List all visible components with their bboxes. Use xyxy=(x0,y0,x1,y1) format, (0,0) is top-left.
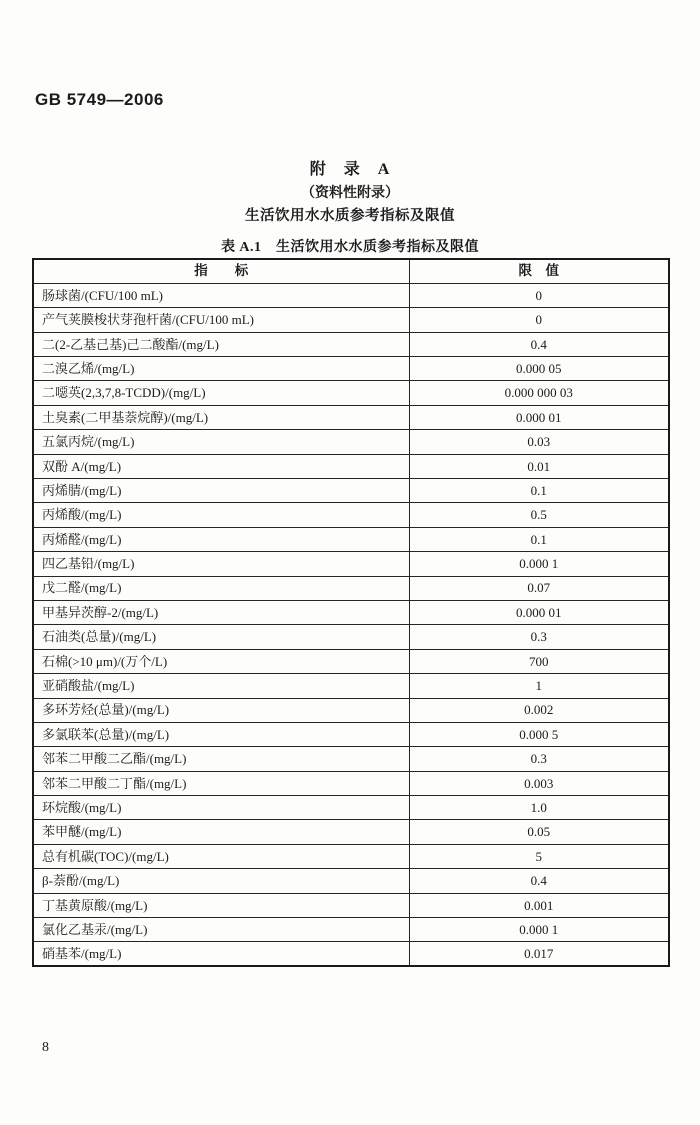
limit-cell: 0.017 xyxy=(409,942,669,966)
table-row xyxy=(33,430,669,454)
limit-cell: 1 xyxy=(409,674,669,698)
limit-cell: 0.000 000 03 xyxy=(409,381,669,405)
indicator-cell: 丙烯腈/(mg/L) xyxy=(33,479,409,503)
limit-cell: 0.000 01 xyxy=(409,600,669,624)
limit-cell: 0.3 xyxy=(409,625,669,649)
table-caption: 表 A.1 生活饮用水水质参考指标及限值 xyxy=(220,240,480,255)
column-header-indicator: 指 标 xyxy=(33,259,409,283)
indicator-cell: 丙烯醛/(mg/L) xyxy=(33,527,409,551)
table-row xyxy=(33,405,669,429)
limit-cell: 700 xyxy=(409,649,669,673)
standard-number: GB 5749—2006 xyxy=(35,90,164,109)
limit-cell: 0.05 xyxy=(409,820,669,844)
table-row xyxy=(33,698,669,722)
table-row xyxy=(33,308,669,332)
indicator-cell: 甲基异茨醇-2/(mg/L) xyxy=(33,600,409,624)
table-row xyxy=(33,844,669,868)
indicator-cell: 四乙基铅/(mg/L) xyxy=(33,552,409,576)
limit-cell: 0.03 xyxy=(409,430,669,454)
indicator-cell: 肠球菌/(CFU/100 mL) xyxy=(33,283,409,307)
table-row xyxy=(33,747,669,771)
table-row xyxy=(33,796,669,820)
limit-cell: 0.3 xyxy=(409,747,669,771)
indicator-cell: 石油类(总量)/(mg/L) xyxy=(33,625,409,649)
limit-cell: 0.4 xyxy=(409,869,669,893)
limit-cell: 0.1 xyxy=(409,479,669,503)
appendix-subject: 生活饮用水水质参考指标及限值 xyxy=(245,208,455,224)
column-header-limit: 限 值 xyxy=(409,259,669,283)
table-header-row xyxy=(33,259,669,283)
page-number: 8 xyxy=(42,1040,49,1055)
table-row xyxy=(33,332,669,356)
limit-cell: 1.0 xyxy=(409,796,669,820)
limit-cell: 0.1 xyxy=(409,527,669,551)
indicator-cell: 二溴乙烯/(mg/L) xyxy=(33,357,409,381)
table-row xyxy=(33,479,669,503)
table-row xyxy=(33,527,669,551)
reference-limits-table xyxy=(32,258,670,967)
table-row xyxy=(33,454,669,478)
limit-cell: 0.002 xyxy=(409,698,669,722)
table-row xyxy=(33,771,669,795)
limit-cell: 0.000 05 xyxy=(409,357,669,381)
table-row xyxy=(33,552,669,576)
indicator-cell: 丁基黄原酸/(mg/L) xyxy=(33,893,409,917)
limit-cell: 0 xyxy=(409,308,669,332)
indicator-cell: 土臭素(二甲基萘烷醇)/(mg/L) xyxy=(33,405,409,429)
limit-cell: 0.5 xyxy=(409,503,669,527)
table-row xyxy=(33,649,669,673)
table-row xyxy=(33,869,669,893)
table-row xyxy=(33,625,669,649)
table-row xyxy=(33,283,669,307)
indicator-cell: 环烷酸/(mg/L) xyxy=(33,796,409,820)
table-row xyxy=(33,381,669,405)
table-row xyxy=(33,942,669,966)
indicator-cell: 多氯联苯(总量)/(mg/L) xyxy=(33,722,409,746)
indicator-cell: 总有机碳(TOC)/(mg/L) xyxy=(33,844,409,868)
limit-cell: 0.000 1 xyxy=(409,552,669,576)
table-row xyxy=(33,576,669,600)
indicator-cell: 邻苯二甲酸二乙酯/(mg/L) xyxy=(33,747,409,771)
indicator-cell: 五氯丙烷/(mg/L) xyxy=(33,430,409,454)
limit-cell: 0.003 xyxy=(409,771,669,795)
table-row xyxy=(33,918,669,942)
indicator-cell: 多环芳烃(总量)/(mg/L) xyxy=(33,698,409,722)
indicator-cell: 二噁英(2,3,7,8-TCDD)/(mg/L) xyxy=(33,381,409,405)
table-row xyxy=(33,674,669,698)
limit-cell: 0.001 xyxy=(409,893,669,917)
limit-cell: 0.000 01 xyxy=(409,405,669,429)
limit-cell: 0.000 5 xyxy=(409,722,669,746)
indicator-cell: 苯甲醚/(mg/L) xyxy=(33,820,409,844)
limit-cell: 0.07 xyxy=(409,576,669,600)
indicator-cell: 二(2-乙基己基)己二酸酯/(mg/L) xyxy=(33,332,409,356)
indicator-cell: 戊二醛/(mg/L) xyxy=(33,576,409,600)
table-row xyxy=(33,893,669,917)
appendix-title: 附 录 A xyxy=(309,161,391,178)
indicator-cell: 双酚 A/(mg/L) xyxy=(33,454,409,478)
indicator-cell: 产气荚膜梭状芽孢杆菌/(CFU/100 mL) xyxy=(33,308,409,332)
table-row xyxy=(33,600,669,624)
limit-cell: 0.01 xyxy=(409,454,669,478)
indicator-cell: 硝基苯/(mg/L) xyxy=(33,942,409,966)
indicator-cell: 亚硝酸盐/(mg/L) xyxy=(33,674,409,698)
appendix-type-note: （资料性附录） xyxy=(301,186,399,201)
table-row xyxy=(33,503,669,527)
limit-cell: 0 xyxy=(409,283,669,307)
indicator-cell: 氯化乙基汞/(mg/L) xyxy=(33,918,409,942)
table-row xyxy=(33,820,669,844)
limit-cell: 5 xyxy=(409,844,669,868)
indicator-cell: β-萘酚/(mg/L) xyxy=(33,869,409,893)
indicator-cell: 丙烯酸/(mg/L) xyxy=(33,503,409,527)
table-row xyxy=(33,357,669,381)
indicator-cell: 石棉(>10 μm)/(万个/L) xyxy=(33,649,409,673)
indicator-cell: 邻苯二甲酸二丁酯/(mg/L) xyxy=(33,771,409,795)
table-row xyxy=(33,722,669,746)
limit-cell: 0.4 xyxy=(409,332,669,356)
limit-cell: 0.000 1 xyxy=(409,918,669,942)
